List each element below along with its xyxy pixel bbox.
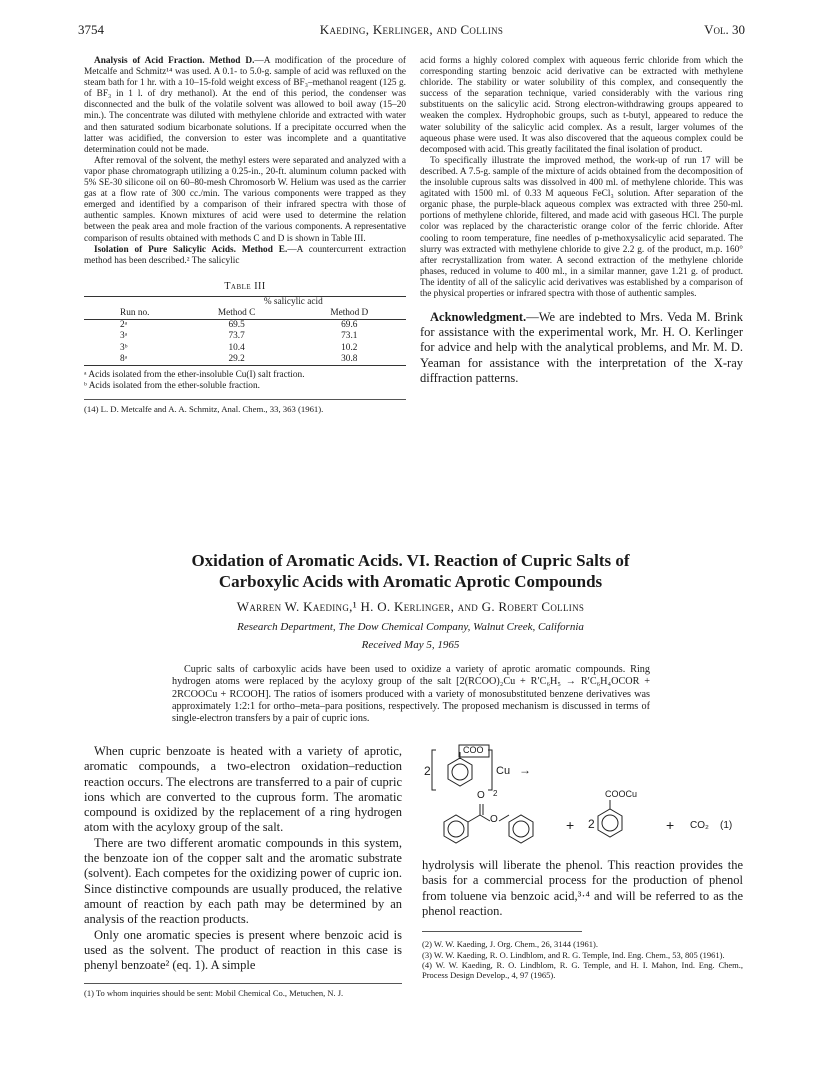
table-footnote-a: ᵃ Acids isolated from the ether-insoluble Cu(I) salt fraction.: [84, 370, 305, 380]
acknowledgment: [420, 310, 743, 386]
table-iii: [84, 281, 406, 392]
coefficient-2b: 2: [588, 817, 595, 831]
equation-number: (1): [720, 820, 733, 831]
table-cell: 10.4: [228, 342, 245, 353]
table-cell: 10.2: [341, 342, 358, 353]
plus-sign: +: [666, 817, 675, 833]
intro-paragraph-2: There are two different aromatic compounds in this system, the benzoate ion of the copper salt and the aromatic substrate (solvent). Each competes for the oxidizing power of cupric ion. Since distinctive compounds are usually produced, the relative amount of reaction by each path may be determined by an analysis of the reaction products.: [84, 835, 402, 927]
phenol-reaction-text: [422, 858, 743, 919]
table-footnote-b: ᵇ Acids isolated from the ether-soluble fraction.: [84, 381, 260, 391]
table-cell: 2ᵃ: [120, 320, 128, 331]
top-left-column: [84, 56, 406, 415]
bond-line: [499, 815, 509, 821]
table-row: [84, 343, 406, 354]
table-header-method-d: Method D: [293, 308, 406, 320]
table-cell: 3ᵇ: [120, 342, 128, 353]
table-cell: 3ᵃ: [120, 331, 128, 342]
equation-1: [422, 744, 743, 852]
intro-paragraph-1: When cupric benzoate is heated with a variety of aprotic, aromatic compounds, a two-electron oxidation–reduction reaction occurs. The electrons are transferred to a pair of cupric ions which are converted to the cuprous form. The aromatic compound is oxidized by the replacement of a ring hydrogen atom with the acyloxy group of the salt.: [84, 744, 402, 835]
article-title-line-2: Carboxylic Acids with Aromatic Aprotic Compounds: [218, 572, 603, 591]
reaction-arrow: →: [519, 763, 531, 777]
table-cell: 69.6: [341, 320, 358, 331]
coocu-label: COOCu: [605, 789, 638, 799]
footnote-1: (1) To whom inquiries should be sent: Mobil Chemical Co., Metuchen, N. J.: [84, 983, 402, 998]
acknowledgment-text: —We are indebted to Mrs. Veda M. Brink for assistance with the experimental work, Mr. H. O. Kerlinger for advice and help with the analytical problems, and Mr. M. D. Yeaman for assistance with the interpretation of the X-ray diffraction patterns.: [420, 310, 743, 385]
method-d-text: —A modification of the procedure of Metcalfe and Schmitz¹⁴ was used. A 0.1- to 5.0-g. sample of acid was refluxed on the steam bath for 1 hr. with a 10–15-fold weight excess of BF₃–methanol reagent (125 g. of BF₃ in 1 l. of dry methanol). At the end of this period, the condenser was disconnected and the bulk of the volatile solvent was allowed to boil away (15–20 min.). The concentrate was diluted with methylene chloride and extracted with water and then saturated sodium bicarbonate solutions. If a precipitate occurred when the latter was acidified, the conversion to ester was incomplete and a quantitative determination could not be made.: [84, 56, 406, 155]
benzene-circle: [602, 815, 618, 831]
page-number: 3754: [78, 22, 104, 37]
references-rule: [422, 931, 582, 935]
method-d-heading: Analysis of Acid Fraction. Method D.: [94, 56, 255, 66]
table-row: [84, 331, 406, 342]
bond-line: [468, 815, 480, 822]
table-spanner: % salicylic acid: [181, 296, 406, 308]
article-heading: [60, 550, 761, 651]
bond-line: [480, 815, 490, 821]
plus-sign: +: [566, 817, 575, 833]
table-cell: 69.5: [228, 320, 245, 331]
running-header: [78, 22, 745, 40]
table-row: [84, 354, 406, 366]
bottom-left-column: [84, 744, 402, 998]
table-header-method-c: Method C: [181, 308, 293, 320]
reference-3: (3) W. W. Kaeding, R. O. Lindblom, and R. G. Temple, Ind. Eng. Chem., 53, 805 (1961).: [422, 949, 725, 960]
article-title: [60, 550, 761, 592]
coo-label: COO: [463, 745, 484, 755]
volume-label: Vol. 30: [704, 22, 745, 37]
table-cell: 30.8: [293, 354, 406, 366]
coefficient-2: 2: [424, 764, 431, 778]
running-head: Kaeding, Kerlinger, and Collins: [319, 22, 504, 37]
table-cell: 29.2: [181, 354, 293, 366]
table-cell: 73.7: [228, 331, 245, 342]
carbonyl-o-label: O: [477, 790, 485, 801]
references-list: [422, 939, 743, 981]
complex-paragraph: acid forms a highly colored complex with aqueous ferric chloride from which the corresponding starting benzoic acid derivative can be extracted with methylene chloride. The stability or water solubility of this complex, and consequently the success of the separation technique, varied considerably with the various ring substituents on the salicylic acid. Strong electron-withdrawing groups appeared to weaken the complex. Hydrophobic groups, such as t-butyl, appeared to reduce the water solubility of the salicylic acid complex. As a result, larger volumes of the aqueous phase were used. It was also discovered that the aqueous complex could be decomposed with acid. This greatly facilitated the final isolation of product.: [420, 56, 743, 155]
reference-2: (2) W. W. Kaeding, J. Org. Chem., 26, 3144 (1961).: [422, 939, 598, 950]
bottom-right-column: [422, 744, 743, 981]
intro-paragraph-3: Only one aromatic species is present where benzoic acid is used as the solvent. The product of reaction in this case is phenyl benzoate² (eq. 1). A simple: [84, 927, 402, 973]
benzene-circle: [448, 821, 464, 837]
table-header-run: Run no.: [84, 308, 181, 320]
acknowledgment-heading: Acknowledgment.: [430, 310, 527, 325]
workup-paragraph: To specifically illustrate the improved method, the work-up of run 17 will be described. A 7.5-g. sample of the mixture of acids obtained from the decomposition of the insoluble cuprous salts was dissolved in 400 ml. of methylene chloride. This was agitated with 1500 ml. of 0.33 M aqueous FeCl₃ solution. After separation of the organic phase, the purple-black aqueous complex was extracted with three 250-ml. portions of methylene chloride, filtered, and made acid with gaseous HCl. The purple color was replaced by the characteristic orange color of the ferric chloride. After cooling to room temperature, fine needles of p-methoxysalicylic acid separated. The slurry was extracted with methylene chloride to give 2.2 g. of the product, m.p. 160° after recrystallization from water. A second extraction of the methylene chloride phases, reduced in volume to 400 ml., in a similar manner, gave 1.21 g. of product. The identity of all of the salicylic acid derivatives was established by a comparison of the physical properties or infrared spectra with those of authentic samples.: [420, 155, 743, 299]
reference-4: (4) W. W. Kaeding, R. O. Lindblom, R. G. Temple, and H. I. Mahon, Ind. Eng. Chem., Process Design Develop., 4, 97 (1965).: [422, 960, 743, 981]
method-e-text: —A countercurrent extraction method has been described.² The salicylic: [84, 244, 406, 266]
table-caption: Table III: [224, 280, 266, 292]
phenol-paragraph: hydrolysis will liberate the phenol. This reaction provides the basis for a commercial process for the production of phenol from toluene via benzoic acid,³·⁴ and will be referred to as the phenol reaction.: [422, 858, 743, 918]
co2-label: CO₂: [690, 820, 709, 831]
method-e-heading: Isolation of Pure Salicylic Acids. Method E.: [94, 244, 288, 255]
left-bracket: [432, 750, 436, 790]
article-affiliation: Research Department, The Dow Chemical Company, Walnut Creek, California: [237, 621, 584, 633]
article-title-line-1: Oxidation of Aromatic Acids. VI. Reaction of Cupric Salts of: [191, 551, 630, 570]
top-right-column: [420, 56, 743, 386]
copper-benzoate-product: [598, 800, 622, 837]
cu-label: Cu: [496, 765, 511, 777]
benzene-circle: [452, 764, 468, 780]
article-authors: Warren W. Kaeding,¹ H. O. Kerlinger, and G. Robert Collins: [236, 599, 585, 614]
ester-o-label: O: [490, 814, 498, 825]
article-received-date: Received May 5, 1965: [361, 639, 460, 651]
benzene-circle: [513, 821, 529, 837]
table-row: [84, 320, 406, 332]
phenyl-benzoate-structure: [444, 804, 533, 843]
table-cell: 73.1: [341, 331, 358, 342]
table-cell: 8ᵃ: [84, 354, 181, 366]
table-iii-grid: [84, 296, 406, 366]
equation-structures: [422, 744, 743, 852]
subscript-2: 2: [493, 789, 498, 798]
article-abstract: Cupric salts of carboxylic acids have been used to oxidize a variety of aprotic aromatic compounds. Ring hydrogen atoms were replaced by the acyloxy group of the salt [2(RCOO)₂Cu + R′C₆H₅ → R′C₆H₄OCOR + 2RCOOCu + RCOOH]. The ratios of isomers produced with a variety of monosubstituted benzene derivatives was approximately 1:2:1 for ortho–meta–para positions, respectively. The proposed mechanism is discussed in terms of single-electron transfers by a pair of cupric ions.: [172, 664, 650, 725]
reference-14: (14) L. D. Metcalfe and A. A. Schmitz, Anal. Chem., 33, 363 (1961).: [84, 399, 406, 415]
vpc-paragraph: After removal of the solvent, the methyl esters were separated and analyzed with a vapor phase chromatograph utilizing a 0.25-in., 20-ft. aluminum column packed with 5% SE-30 silicone oil on 60–80-mesh Chromosorb W. Helium was used as the carrier gas at a flow rate of 300 cc./min. The various components were trapped as they emerged and identified by a comparison of their infrared spectra with those of authentic samples. Known mixtures of acid were used to determine the relation between the peak area and mole fraction of the various components. A representative comparison of results obtained with methods C and D is shown in Table III.: [84, 155, 406, 244]
